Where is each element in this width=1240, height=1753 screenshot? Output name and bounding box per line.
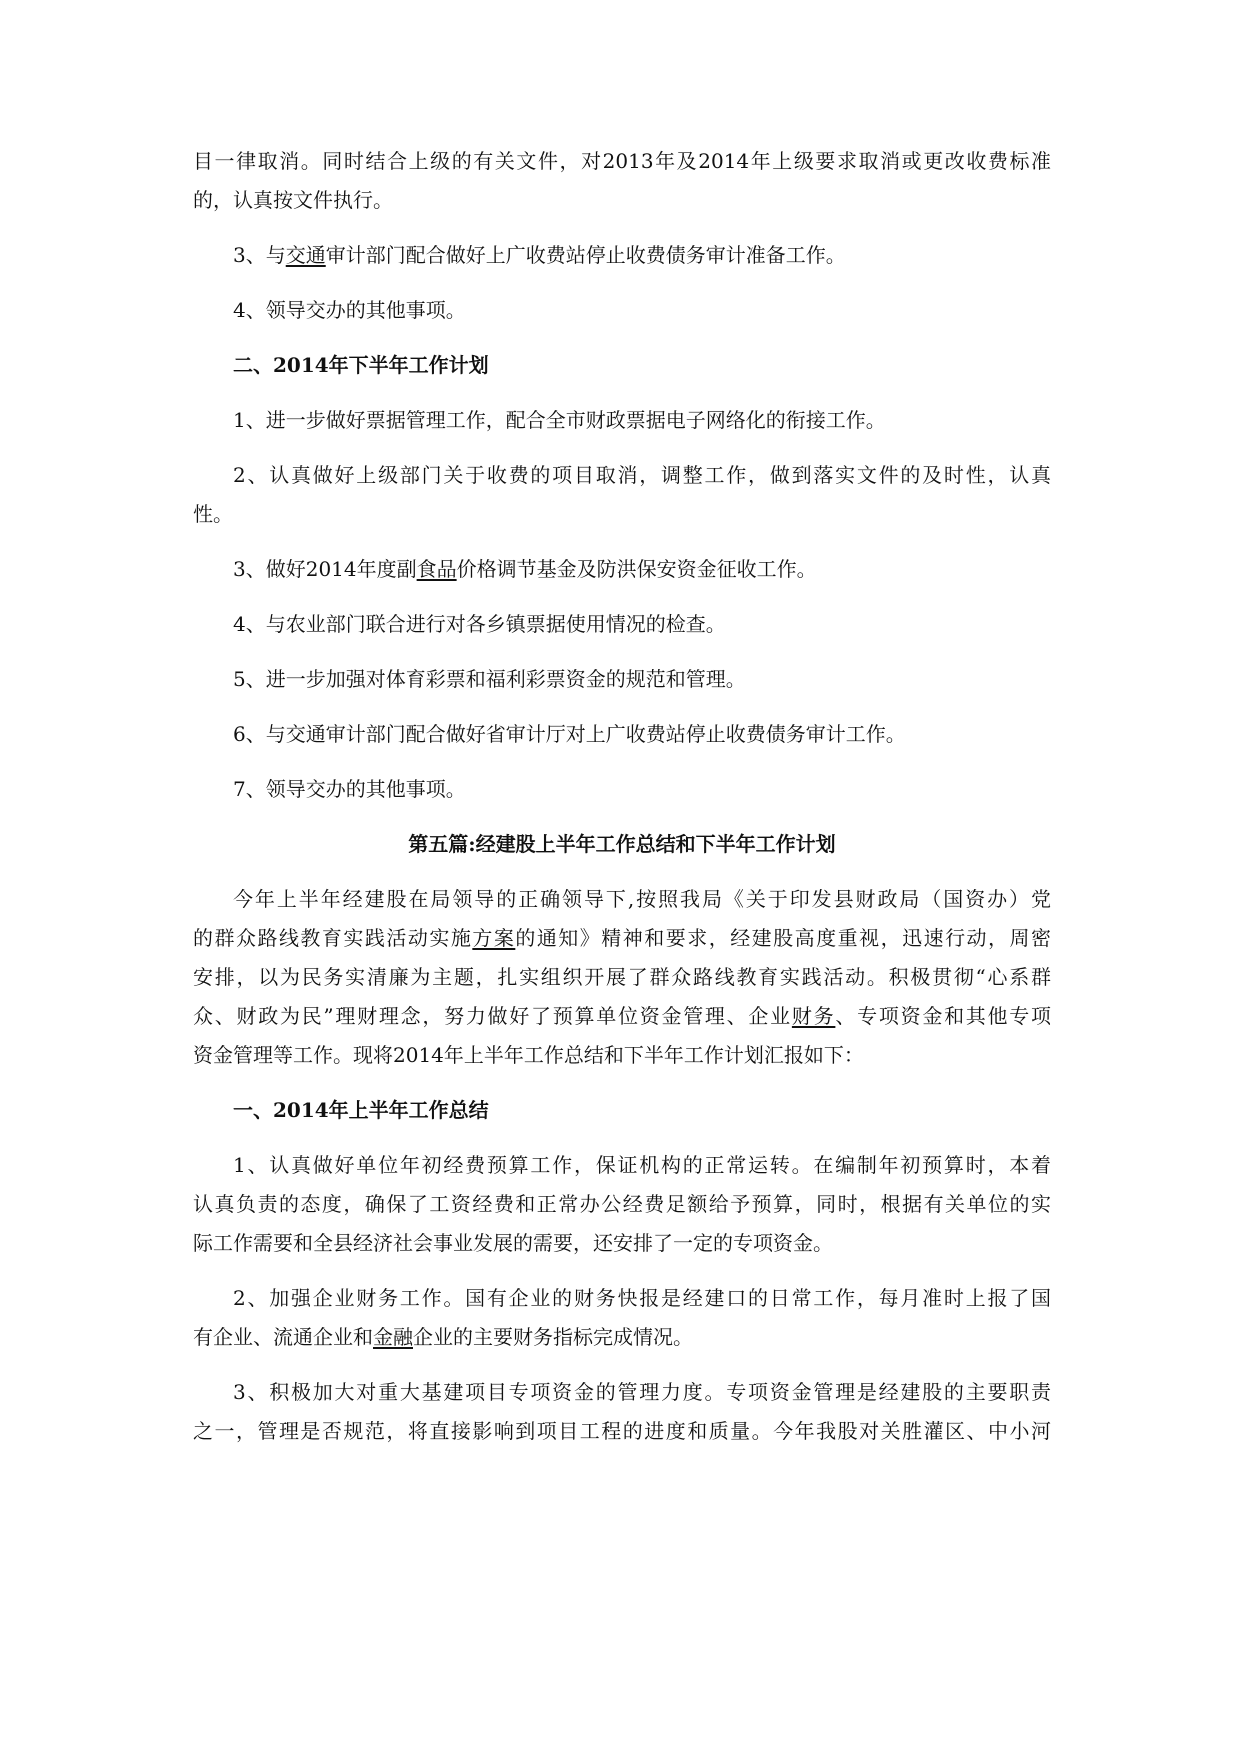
list-item: 7、领导交办的其他事项。 [233, 777, 466, 801]
item-text: 3、做好2014年度副 [233, 557, 417, 581]
paragraph-line: 3、积极加大对重大基建项目专项资金的管理力度。专项资金管理是经建股的主要职责 [233, 1380, 1051, 1404]
list-item [233, 242, 1051, 268]
paragraph-line: 的，认真按文件执行。 [193, 188, 393, 212]
item-text: 3、与 [233, 243, 286, 267]
line-text: 的群众路线教育实践活动实施 [193, 926, 473, 950]
paragraph-line: 目一律取消。同时结合上级的有关文件，对2013年及2014年上级要求取消或更改收费标准 [193, 149, 1051, 173]
list-item: 6、与交通审计部门配合做好省审计厅对上广收费站停止收费债务审计工作。 [233, 722, 906, 746]
paragraph-line [193, 1003, 1051, 1029]
link-fangan[interactable]: 方案 [472, 926, 516, 950]
link-jiaotong[interactable]: 交通 [285, 243, 326, 267]
paragraph-line [193, 925, 1051, 951]
link-shipin[interactable]: 食品 [416, 557, 457, 581]
paragraph-line: 资金管理等工作。现将2014年上半年工作总结和下半年工作计划汇报如下： [193, 1043, 864, 1067]
list-item: 4、领导交办的其他事项。 [233, 298, 466, 322]
line-text: 众、财政为民”理财理念，努力做好了预算单位资金管理、企业 [193, 1004, 792, 1028]
item-text: 价格调节基金及防洪保安资金征收工作。 [456, 557, 817, 581]
link-jinrong[interactable]: 金融 [373, 1325, 413, 1349]
line-text: 、专项资金和其他专项 [835, 1004, 1052, 1028]
paragraph-line: 今年上半年经建股在局领导的正确领导下,按照我局《关于印发县财政局（国资办）党 [233, 887, 1051, 911]
link-caiwu[interactable]: 财务 [791, 1004, 836, 1028]
list-item: 4、与农业部门联合进行对各乡镇票据使用情况的检查。 [233, 612, 726, 636]
section-heading: 二、2014年下半年工作计划 [233, 353, 489, 377]
section-heading: 一、2014年上半年工作总结 [233, 1098, 489, 1122]
paragraph-line: 安排，以为民务实清廉为主题，扎实组织开展了群众路线教育实践活动。积极贯彻“心系群 [193, 965, 1051, 989]
item-text: 审计部门配合做好上广收费站停止收费债务审计准备工作。 [325, 243, 846, 267]
list-item: 1、进一步做好票据管理工作，配合全市财政票据电子网络化的衔接工作。 [233, 408, 886, 432]
list-item [233, 556, 1051, 582]
chapter-title: 第五篇:经建股上半年工作总结和下半年工作计划 [408, 832, 836, 856]
list-item: 2、认真做好上级部门关于收费的项目取消，调整工作，做到落实文件的及时性，认真 [233, 463, 1051, 487]
paragraph-line: 际工作需要和全县经济社会事业发展的需要，还安排了一定的专项资金。 [193, 1231, 833, 1255]
paragraph-line: 1、认真做好单位年初经费预算工作，保证机构的正常运转。在编制年初预算时，本着 [233, 1153, 1051, 1177]
paragraph-line: 性。 [193, 502, 233, 526]
paragraph-line [193, 1324, 1051, 1350]
line-text: 有企业、流通企业和 [193, 1325, 373, 1349]
list-item: 5、进一步加强对体育彩票和福利彩票资金的规范和管理。 [233, 667, 746, 691]
line-text: 企业的主要财务指标完成情况。 [413, 1325, 693, 1349]
line-text: 的通知》精神和要求，经建股高度重视，迅速行动，周密 [515, 926, 1052, 950]
paragraph-line: 之一，管理是否规范，将直接影响到项目工程的进度和质量。今年我股对关胜灌区、中小河 [193, 1419, 1051, 1443]
paragraph-line: 2、加强企业财务工作。国有企业的财务快报是经建口的日常工作，每月准时上报了国 [233, 1286, 1051, 1310]
paragraph-line: 认真负责的态度，确保了工资经费和正常办公经费足额给予预算，同时，根据有关单位的实 [193, 1192, 1051, 1216]
